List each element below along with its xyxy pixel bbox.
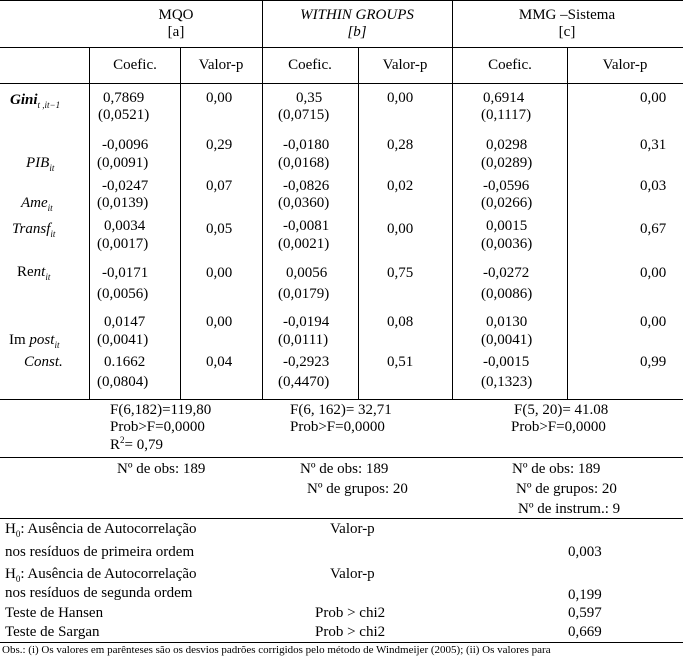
cell-coef: -0,0596 xyxy=(483,178,530,194)
stat-prob-wg: Prob>F=0,0000 xyxy=(290,419,385,435)
cell-coef: -0,0180 xyxy=(283,137,330,153)
var-rent: Rent$_{it}$ xyxy=(17,264,51,282)
cell-se: (0,0360) xyxy=(278,195,330,211)
vline-3 xyxy=(262,0,263,399)
cell-pval: 0,00 xyxy=(387,90,414,106)
cell-se: (0,0021) xyxy=(278,236,330,252)
cell-coef: 0,35 xyxy=(296,90,323,106)
cell-pval: 0,00 xyxy=(387,221,414,237)
stat-r2-mqo: $R^2= 0,79$ xyxy=(110,435,163,453)
cell-coef: -0,0096 xyxy=(102,137,149,153)
test-hansen-stat: Prob > chi2 xyxy=(315,605,386,621)
var-const: Const. xyxy=(24,354,63,370)
cell-se: (0,0017) xyxy=(97,236,149,252)
cell-se: (0,0139) xyxy=(97,195,149,211)
var-imposto: Im post$_{it}$ xyxy=(9,332,60,350)
cell-se: (0,0168) xyxy=(278,155,330,171)
var-gini: Gini$_{t ,it-1}$ xyxy=(10,92,61,110)
cell-se: (0,0266) xyxy=(481,195,533,211)
cell-coef: 0,0298 xyxy=(486,137,528,153)
cell-pval: 0,75 xyxy=(387,265,414,281)
subheader-pval-mqo: Valor-p xyxy=(198,57,244,73)
rule-obs-end xyxy=(0,518,683,519)
cell-coef: 0,0015 xyxy=(486,218,528,234)
cell-pval: 0,29 xyxy=(206,137,233,153)
cell-pval: 0,03 xyxy=(640,178,667,194)
rule-coef-end xyxy=(0,399,683,400)
test-ar2-stat: Valor-p xyxy=(330,566,375,582)
test-sargan-label: Teste de Sargan xyxy=(5,624,100,640)
cell-se: (0,0804) xyxy=(97,374,149,390)
stat-f-mqo: F(6,182)=119,80 xyxy=(110,402,212,418)
obs-mmg: Nº de obs: 189 xyxy=(512,461,601,477)
header-mqo-tag: [a] xyxy=(167,24,185,40)
test-sargan-value: 0,669 xyxy=(568,624,602,640)
cell-coef: -0,2923 xyxy=(283,354,330,370)
cell-se: (0,0179) xyxy=(278,286,330,302)
cell-se: (0,0091) xyxy=(97,155,149,171)
cell-pval: 0,31 xyxy=(640,137,667,153)
cell-coef: 0.1662 xyxy=(104,354,146,370)
cell-pval: 0,28 xyxy=(387,137,414,153)
var-ame: Ame$_{it}$ xyxy=(21,195,53,213)
rule-bottom xyxy=(0,642,683,643)
var-transf: Transf$_{it}$ xyxy=(12,221,56,239)
cell-coef: 0,0056 xyxy=(286,265,328,281)
groups-wg: Nº de grupos: 20 xyxy=(307,481,408,497)
header-within: WITHIN GROUPS xyxy=(300,7,414,23)
rule-stats-end xyxy=(0,457,683,458)
rule-top xyxy=(0,0,683,1)
cell-pval: 0,51 xyxy=(387,354,414,370)
cell-pval: 0,00 xyxy=(640,314,667,330)
cell-se: (0,0289) xyxy=(481,155,533,171)
cell-coef: -0,0272 xyxy=(483,265,530,281)
cell-se: (0,0056) xyxy=(97,286,149,302)
cell-coef: 0,0130 xyxy=(486,314,528,330)
cell-pval: 0,00 xyxy=(206,90,233,106)
cell-se: (0,0086) xyxy=(481,286,533,302)
footnote: Obs.: (i) Os valores em parênteses são os desvios padrões corrigidos pelo método de Windmeijer (2005); (ii) Os valores para xyxy=(2,644,551,656)
subheader-coef-wg: Coefic. xyxy=(288,57,332,73)
header-mmg-tag: [c] xyxy=(558,24,576,40)
vline-5 xyxy=(452,0,453,399)
cell-coef: -0,0826 xyxy=(283,178,330,194)
cell-se: (0,0521) xyxy=(98,107,150,123)
vline-6 xyxy=(567,47,568,399)
header-mmg: MMG –Sistema xyxy=(518,7,616,23)
var-pib: $PIB_{it}$ xyxy=(26,155,55,173)
stat-prob-mmg: Prob>F=0,0000 xyxy=(511,419,606,435)
cell-pval: 0,05 xyxy=(206,221,233,237)
cell-se: (0,4470) xyxy=(278,374,330,390)
obs-mqo: Nº de obs: 189 xyxy=(117,461,206,477)
cell-se: (0,1323) xyxy=(481,374,533,390)
test-ar2-value: 0,199 xyxy=(568,587,602,603)
test-ar1-value: 0,003 xyxy=(568,544,602,560)
header-within-tag: [b] xyxy=(347,24,367,40)
cell-pval: 0,07 xyxy=(206,178,233,194)
cell-pval: 0,00 xyxy=(206,314,233,330)
cell-se: (0,0041) xyxy=(481,332,533,348)
cell-coef: -0,0247 xyxy=(102,178,149,194)
cell-coef: -0,0194 xyxy=(283,314,330,330)
groups-mmg: Nº de grupos: 20 xyxy=(516,481,617,497)
vline-1 xyxy=(89,47,90,399)
vline-4 xyxy=(358,47,359,399)
cell-pval: 0,00 xyxy=(640,90,667,106)
cell-pval: 0,67 xyxy=(640,221,667,237)
subheader-coef-mmg: Coefic. xyxy=(488,57,532,73)
cell-se: (0,1117) xyxy=(481,107,532,123)
cell-coef: -0,0015 xyxy=(483,354,530,370)
subheader-pval-wg: Valor-p xyxy=(382,57,428,73)
test-hansen-label: Teste de Hansen xyxy=(5,605,104,621)
subheader-coef-mqo: Coefic. xyxy=(113,57,157,73)
stat-f-mmg: F(5, 20)= 41.08 xyxy=(514,402,609,418)
cell-se: (0,0041) xyxy=(97,332,149,348)
cell-coef: 0,0034 xyxy=(104,218,146,234)
cell-se: (0,0036) xyxy=(481,236,533,252)
test-hansen-value: 0,597 xyxy=(568,605,602,621)
test-ar1-label: $H_0$: Ausência de Autocorrelação xyxy=(5,521,197,539)
cell-coef: 0,7869 xyxy=(103,90,145,106)
subheader-pval-mmg: Valor-p xyxy=(602,57,648,73)
cell-pval: 0,99 xyxy=(640,354,667,370)
cell-se: (0,0715) xyxy=(278,107,330,123)
cell-coef: 0,0147 xyxy=(104,314,146,330)
cell-coef: -0,0171 xyxy=(102,265,149,281)
cell-pval: 0,00 xyxy=(206,265,233,281)
cell-pval: 0,04 xyxy=(206,354,233,370)
stat-f-wg: F(6, 162)= 32,71 xyxy=(290,402,392,418)
vline-2 xyxy=(180,47,181,399)
cell-pval: 0,08 xyxy=(387,314,414,330)
test-ar2-label2: nos resíduos de segunda ordem xyxy=(5,585,193,601)
test-ar2-label: $H_0$: Ausência de Autocorrelação xyxy=(5,566,197,584)
test-sargan-stat: Prob > chi2 xyxy=(315,624,386,640)
instr-mmg: Nº de instrum.: 9 xyxy=(518,501,621,517)
cell-pval: 0,00 xyxy=(640,265,667,281)
obs-wg: Nº de obs: 189 xyxy=(300,461,389,477)
rule-subheader xyxy=(0,83,683,84)
header-mqo: MQO xyxy=(158,7,194,23)
cell-coef: -0,0081 xyxy=(283,218,330,234)
cell-pval: 0,02 xyxy=(387,178,414,194)
rule-header xyxy=(0,47,683,48)
cell-se: (0,0111) xyxy=(278,332,329,348)
stat-prob-mqo: Prob>F=0,0000 xyxy=(110,419,205,435)
test-ar1-stat: Valor-p xyxy=(330,521,375,537)
test-ar1-label2: nos resíduos de primeira ordem xyxy=(5,544,195,560)
cell-coef: 0,6914 xyxy=(483,90,525,106)
